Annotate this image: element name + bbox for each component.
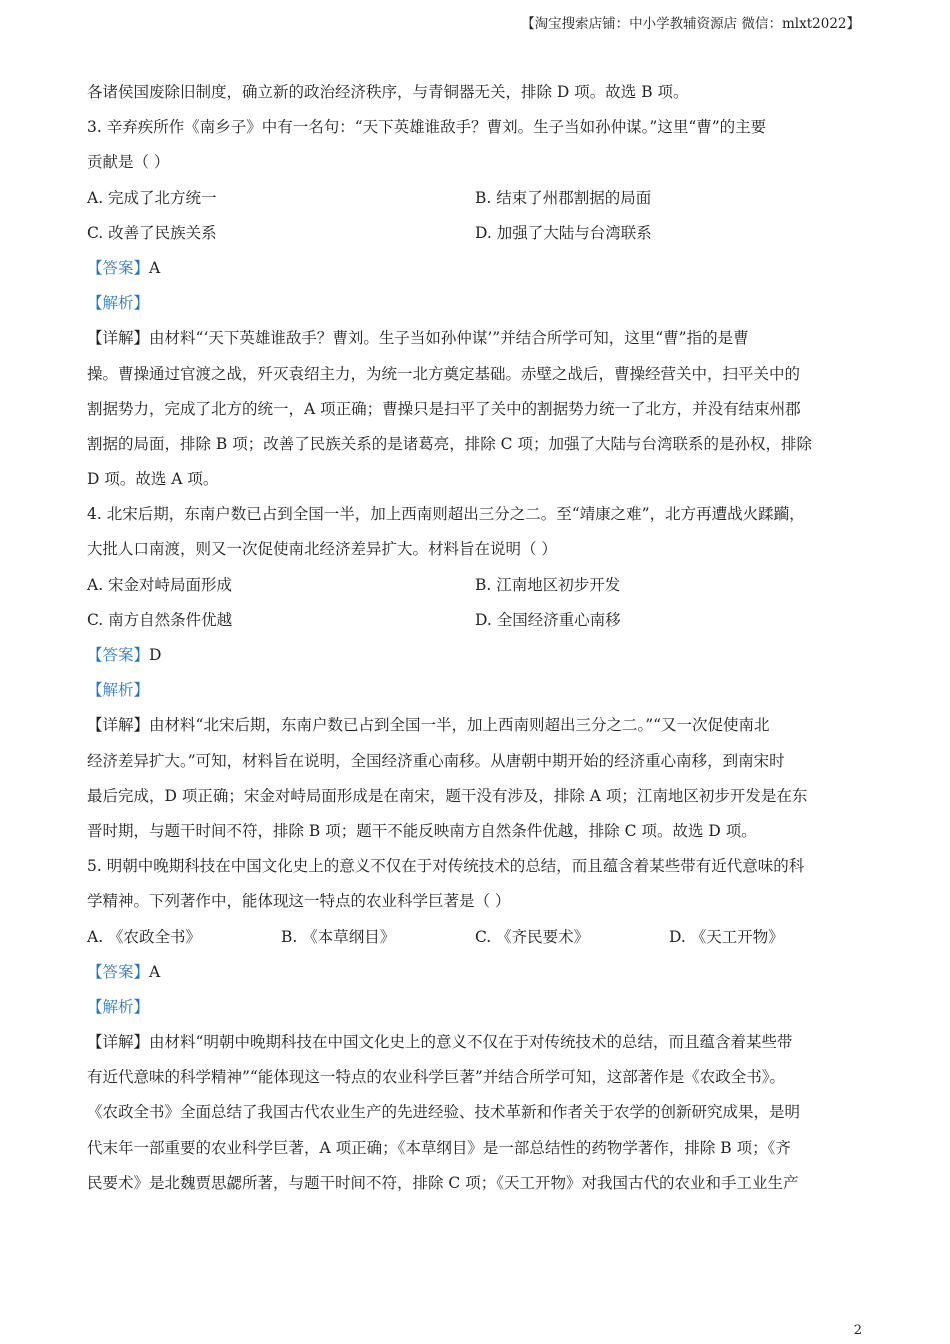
analysis-tag: 【解析】 (87, 997, 150, 1016)
page-number: 2 (853, 1323, 862, 1338)
q4-analysis (87, 676, 867, 711)
q3-option-b: B. 结束了州郡割据的局面 (475, 188, 652, 207)
q5-stem-line-1: 5. 明朝中晚期科技在中国文化史上的意义不仅在于对传统技术的总结，而且蕴含着某些带有近代意味的科 (87, 857, 805, 876)
q3-detail-line-3: 割据势力，完成了北方的统一，A 项正确；曹操只是扫平了关中的割据势力统一了北方，并没有结束州郡 (87, 399, 801, 418)
q3-stem-line-2: 贡献是（ ） (87, 153, 170, 172)
q5-option-c: C. 《齐民要术》 (475, 927, 590, 946)
shop-header: 【淘宝搜索店铺：中小学教辅资源店 微信：mlxt2022】 (521, 16, 860, 32)
q3-answer-value: A (149, 258, 161, 277)
answer-tag: 【答案】 (87, 258, 150, 277)
q4-answer (87, 641, 867, 676)
q4-stem-line-1: 4. 北宋后期，东南户数已占到全国一半，加上西南则超出三分之二。至“靖康之难”，北方再遭战火蹂躏， (87, 505, 805, 524)
analysis-tag: 【解析】 (87, 294, 150, 313)
q5-answer-value: A (149, 962, 161, 981)
q4-detail-line-1 (87, 711, 867, 746)
analysis-tag: 【解析】 (87, 681, 150, 700)
q4-detail-text-1: 由材料“北宋后期，东南户数已占到全国一半，加上西南则超出三分之二。”“又一次促使南北 (149, 716, 770, 735)
q5-answer (87, 958, 867, 993)
answer-tag: 【答案】 (87, 646, 150, 664)
q3-stem-line-1: 3. 辛弃疾所作《南乡子》中有一名句：“天下英雄谁敌手？曹刘。生子当如孙仲谋。”这里“曹”的主要 (87, 118, 767, 137)
q4-answer-value: D (149, 646, 162, 664)
q5-detail-line-4: 代末年一部重要的农业科学巨著，A 项正确；《本草纲目》是一部总结性的药物学著作，排除 B 项；《齐 (87, 1138, 791, 1157)
q3-options-row-1 (87, 184, 867, 219)
q3-option-c: C. 改善了民族关系 (87, 223, 217, 242)
q3-option-a: A. 完成了北方统一 (87, 188, 217, 207)
q3-detail-line-5: D 项。故选 A 项。 (87, 470, 219, 489)
q4-detail-line-2: 经济差异扩大。”可知，材料旨在说明，全国经济重心南移。从唐朝中期开始的经济重心南移，到南宋时 (87, 751, 785, 770)
q5-detail-line-1 (87, 1028, 867, 1063)
q3-detail-line-1 (87, 324, 867, 359)
detail-tag: 【详解】 (87, 716, 150, 735)
q3-answer (87, 254, 867, 289)
q5-option-a: A. 《农政全书》 (87, 927, 202, 946)
q4-detail-line-3: 最后完成，D 项正确；宋金对峙局面形成是在南宋，题干没有涉及，排除 A 项；江南地区初步开发是在东 (87, 786, 808, 805)
q5-analysis (87, 993, 867, 1028)
q5-detail-line-2: 有近代意味的科学精神”“能体现这一特点的农业科学巨著”并结合所学可知，这部著作是《农政全书》。 (87, 1068, 786, 1087)
q5-options-row (87, 923, 867, 958)
q4-options-row-2 (87, 606, 867, 641)
q4-option-c: C. 南方自然条件优越 (87, 610, 233, 629)
q3-analysis (87, 289, 867, 324)
q5-detail-line-5: 民要术》是北魏贾思勰所著，与题干时间不符，排除 C 项；《天工开物》对我国古代的农业和手工业生产 (87, 1173, 799, 1192)
q4-options-row-1 (87, 571, 867, 606)
q3-option-d: D. 加强了大陆与台湾联系 (475, 223, 652, 242)
previous-analysis-tail: 各诸侯国废除旧制度，确立新的政治经济秩序，与青铜器无关，排除 D 项。故选 B 项。 (87, 83, 689, 101)
q4-option-b: B. 江南地区初步开发 (475, 575, 621, 594)
q3-options-row-2 (87, 219, 867, 254)
q3-detail-text-1: 由材料“‘天下英雄谁敌手？曹刘。生子当如孙仲谋’”并结合所学可知，这里“曹”指的是曹 (149, 329, 749, 348)
answer-tag: 【答案】 (87, 962, 150, 981)
q4-option-d: D. 全国经济重心南移 (475, 610, 621, 629)
q5-detail-line-3: 《农政全书》全面总结了我国古代农业生产的先进经验、技术革新和作者关于农学的创新研究成果，是明 (87, 1103, 801, 1122)
q3-detail-line-2: 操。曹操通过官渡之战，歼灭袁绍主力，为统一北方奠定基础。赤壁之战后，曹操经营关中，扫平关中的 (87, 364, 801, 383)
document-body (87, 78, 867, 1204)
q5-detail-text-1: 由材料“明朝中晚期科技在中国文化史上的意义不仅在于对传统技术的总结，而且蕴含着某些带 (149, 1033, 793, 1052)
q5-option-b: B. 《本草纲目》 (281, 927, 396, 946)
q5-stem-line-2: 学精神。下列著作中，能体现这一特点的农业科学巨著是（ ） (87, 892, 511, 911)
q5-option-d: D. 《天工开物》 (669, 927, 784, 946)
detail-tag: 【详解】 (87, 1033, 150, 1052)
detail-tag: 【详解】 (87, 329, 150, 348)
q3-detail-line-4: 割据的局面，排除 B 项；改善了民族关系的是诸葛亮，排除 C 项；加强了大陆与台湾联系的是孙权，排除 (87, 434, 812, 453)
q4-option-a: A. 宋金对峙局面形成 (87, 575, 233, 594)
q4-stem-line-2: 大批人口南渡，则又一次促使南北经济差异扩大。材料旨在说明（ ） (87, 540, 557, 559)
q4-detail-line-4: 晋时期，与题干时间不符，排除 B 项；题干不能反映南方自然条件优越，排除 C 项。故选 D 项。 (87, 821, 757, 840)
